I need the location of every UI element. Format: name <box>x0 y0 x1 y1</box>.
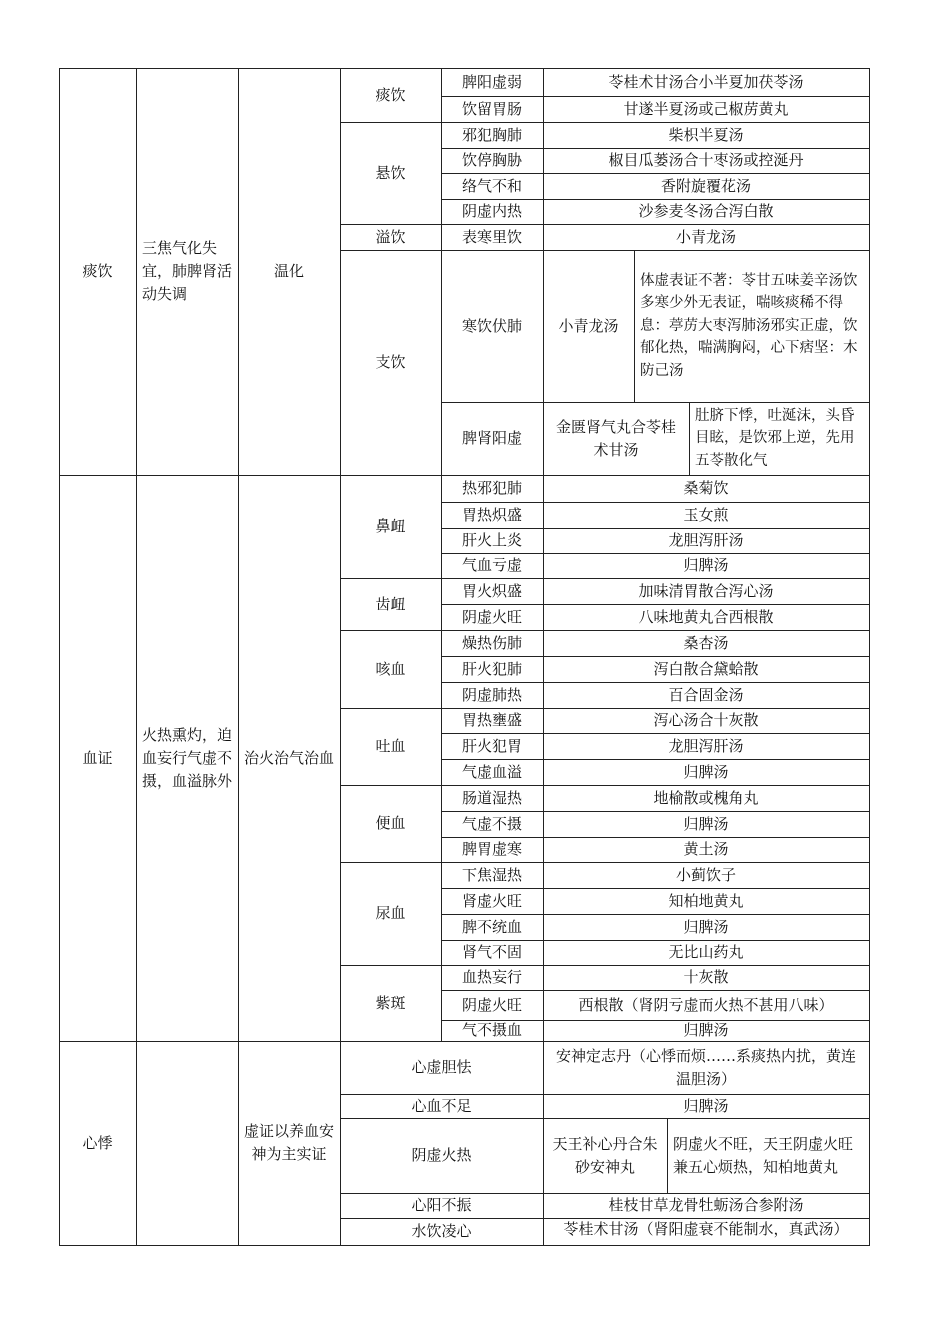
pattern-name: 寒饮伏肺 <box>461 316 522 335</box>
formula-name: 小青龙汤 <box>558 316 619 335</box>
column-divider <box>869 68 870 1246</box>
pattern-name: 血热妄行 <box>461 968 522 986</box>
row-divider <box>441 250 870 251</box>
formula-note: 阴虚火不旺，天王阴虚火旺兼五心烦热，知柏地黄丸 <box>673 1134 854 1176</box>
type-name: 痰饮 <box>375 85 406 104</box>
type-name: 齿衄 <box>375 594 406 613</box>
row-divider <box>441 502 870 503</box>
formula-name: 归脾汤 <box>683 917 729 936</box>
row-divider <box>441 990 870 991</box>
row-divider <box>441 96 870 97</box>
treatment-principle: 虚证以养血安神为主实证 <box>244 1122 335 1163</box>
pattern-name: 肝火犯胃 <box>461 736 522 755</box>
formula-name: 甘遂半夏汤或己椒苈黄丸 <box>623 99 789 118</box>
row-divider <box>59 68 870 69</box>
type-name: 咳血 <box>375 659 406 678</box>
row-divider <box>441 199 870 200</box>
formula-name: 香附旋覆花汤 <box>660 176 751 195</box>
pattern-name: 脾阳虚弱 <box>461 72 522 91</box>
pattern-name: 饮停胸胁 <box>461 151 522 169</box>
type-name: 便血 <box>375 814 406 832</box>
pattern-name: 胃火炽盛 <box>461 581 522 600</box>
formula-name: 知柏地黄丸 <box>668 891 744 910</box>
row-divider <box>340 708 870 709</box>
category-label: 心悸 <box>82 1133 113 1152</box>
row-divider <box>340 630 870 631</box>
pattern-name: 表寒里饮 <box>461 227 522 246</box>
row-divider <box>59 1245 870 1246</box>
pattern-name: 肝火犯肺 <box>461 659 522 678</box>
formula-note: 体虚表证不著：苓甘五味姜辛汤饮多寒少外无表证，喘咳痰稀不得息：葶苈大枣泻肺汤邪实正虚，饮郁化热，喘满胸闷，心下痞坚：木防己汤 <box>640 272 858 379</box>
type-name: 尿血 <box>375 904 406 922</box>
column-divider <box>667 1118 668 1194</box>
row-divider <box>340 1193 870 1194</box>
formula-name: 归脾汤 <box>683 814 729 833</box>
row-divider <box>441 759 870 760</box>
formula-name: 泻白散合黛蛤散 <box>653 659 759 678</box>
formula-name: 小青龙汤 <box>675 227 736 246</box>
pattern-name: 阴虚火旺 <box>461 607 522 626</box>
pattern-name: 邪犯胸肺 <box>461 125 522 144</box>
pattern-name: 络气不和 <box>461 176 522 195</box>
row-divider <box>441 733 870 734</box>
pattern-name: 饮留胃肠 <box>461 99 522 118</box>
pattern-name: 燥热伤肺 <box>461 633 522 652</box>
pattern-name: 水饮凌心 <box>411 1222 472 1240</box>
category-label: 痰饮 <box>82 262 113 280</box>
column-divider <box>340 68 341 1246</box>
row-divider <box>340 250 442 251</box>
pattern-name: 阴虚肺热 <box>461 685 522 704</box>
pattern-name: 气血亏虚 <box>461 556 522 574</box>
formula-name: 归脾汤 <box>683 762 729 781</box>
pattern-name: 肝火上炎 <box>461 531 522 549</box>
row-divider <box>441 553 870 554</box>
row-divider <box>441 682 870 683</box>
column-divider <box>689 402 690 476</box>
formula-name: 泻心汤合十灰散 <box>653 711 759 729</box>
formula-name: 无比山药丸 <box>668 943 744 961</box>
row-divider <box>441 148 870 149</box>
pattern-name: 肠道湿热 <box>461 788 522 807</box>
type-name: 支饮 <box>375 353 406 371</box>
type-name: 鼻衄 <box>375 517 406 535</box>
pattern-name: 心血不足 <box>411 1096 472 1115</box>
pattern-name: 下焦湿热 <box>461 865 522 884</box>
formula-name: 椒目瓜蒌汤合十枣汤或控涎丹 <box>608 151 804 169</box>
formula-name: 桑菊饮 <box>683 479 729 497</box>
row-divider <box>441 173 870 174</box>
pattern-name: 气虚不摄 <box>461 814 522 833</box>
type-name: 吐血 <box>375 737 406 755</box>
formula-name: 金匮肾气丸合苓桂术甘汤 <box>555 417 676 459</box>
row-divider <box>441 224 870 225</box>
pattern-name: 脾不统血 <box>461 917 522 936</box>
formula-name: 玉女煎 <box>683 505 729 524</box>
formula-name: 加味清胃散合泻心汤 <box>638 581 774 600</box>
column-divider <box>441 68 442 1042</box>
row-divider <box>441 811 870 812</box>
pattern-name: 脾胃虚寒 <box>461 840 522 858</box>
column-divider <box>136 68 137 1246</box>
formula-name: 归脾汤 <box>683 556 729 574</box>
type-name: 悬饮 <box>375 163 406 182</box>
row-divider <box>441 122 870 123</box>
pattern-name: 阴虚内热 <box>461 202 522 220</box>
formula-name: 百合固金汤 <box>668 685 744 704</box>
row-divider <box>59 1041 870 1042</box>
row-divider <box>340 578 870 579</box>
pattern-name: 热邪犯肺 <box>461 479 522 497</box>
row-divider <box>441 888 870 889</box>
formula-name: 安神定志丹（心悸而烦……系痰热内扰，黄连温胆汤） <box>555 1046 856 1088</box>
pattern-name: 胃热炽盛 <box>461 505 522 524</box>
formula-name: 归脾汤 <box>683 1021 729 1039</box>
formula-name: 桑杏汤 <box>683 633 729 652</box>
column-divider <box>634 250 635 403</box>
row-divider <box>441 837 870 838</box>
formula-name: 龙胆泻肝汤 <box>668 736 744 755</box>
formula-name: 龙胆泻肝汤 <box>668 531 744 549</box>
row-divider <box>441 402 870 403</box>
column-divider <box>543 68 544 1246</box>
pattern-name: 胃热壅盛 <box>461 711 522 729</box>
row-divider <box>340 1218 870 1219</box>
row-divider <box>441 656 870 657</box>
pattern-name: 脾肾阳虚 <box>461 429 522 447</box>
pattern-name: 阴虚火旺 <box>461 995 522 1014</box>
treatment-principle: 温化 <box>273 262 304 280</box>
formula-name: 苓桂术甘汤（肾阳虚衰不能制水，真武汤） <box>563 1220 849 1238</box>
type-name: 紫斑 <box>375 993 406 1012</box>
row-divider <box>441 1020 870 1021</box>
formula-name: 沙参麦冬汤合泻白散 <box>638 202 774 220</box>
formula-name: 天王补心丹合朱砂安神丸 <box>552 1134 658 1176</box>
formula-name: 黄土汤 <box>683 840 729 858</box>
treatment-principle: 治火治气治血 <box>243 748 334 767</box>
pattern-name: 气不摄血 <box>461 1021 522 1039</box>
formula-name: 归脾汤 <box>683 1096 729 1115</box>
formula-name: 八味地黄丸合西根散 <box>638 607 774 626</box>
pathogenesis-text: 火热熏灼，迫血妄行气虚不摄，血溢脉外 <box>142 725 233 790</box>
formula-name: 地榆散或槐角丸 <box>653 788 759 807</box>
formula-name: 十灰散 <box>683 968 729 986</box>
pattern-name: 肾虚火旺 <box>461 891 522 910</box>
row-divider <box>340 862 870 863</box>
formula-note: 肚脐下悸，吐涎沫，头昏目眩，是饮邪上逆，先用五苓散化气 <box>695 407 855 469</box>
column-divider <box>59 68 60 1246</box>
row-divider <box>340 965 870 966</box>
row-divider <box>441 528 870 529</box>
pattern-name: 肾气不固 <box>461 943 522 961</box>
row-divider <box>340 1118 870 1119</box>
row-divider <box>59 475 870 476</box>
row-divider <box>340 785 870 786</box>
formula-name: 柴枳半夏汤 <box>668 125 744 144</box>
pattern-name: 气虚血溢 <box>461 762 522 781</box>
row-divider <box>340 224 442 225</box>
pattern-name: 心阳不振 <box>411 1196 472 1214</box>
row-divider <box>441 914 870 915</box>
row-divider <box>340 122 442 123</box>
formula-name: 苓桂术甘汤合小半夏加茯苓汤 <box>608 72 804 91</box>
formula-name: 西根散（肾阴亏虚而火热不甚用八味） <box>578 995 834 1014</box>
type-name: 溢饮 <box>375 227 406 246</box>
pattern-name: 阴虚火热 <box>411 1146 472 1164</box>
column-divider <box>238 68 239 1246</box>
formula-name: 小蓟饮子 <box>675 865 736 884</box>
pattern-name: 心虚胆怯 <box>411 1058 472 1076</box>
formula-name: 桂枝甘草龙骨牡蛎汤合参附汤 <box>608 1196 804 1214</box>
pathogenesis-text: 三焦气化失宜，肺脾肾活动失调 <box>142 239 233 303</box>
row-divider <box>441 604 870 605</box>
category-label: 血证 <box>82 748 113 767</box>
row-divider <box>441 940 870 941</box>
row-divider <box>340 1094 870 1095</box>
